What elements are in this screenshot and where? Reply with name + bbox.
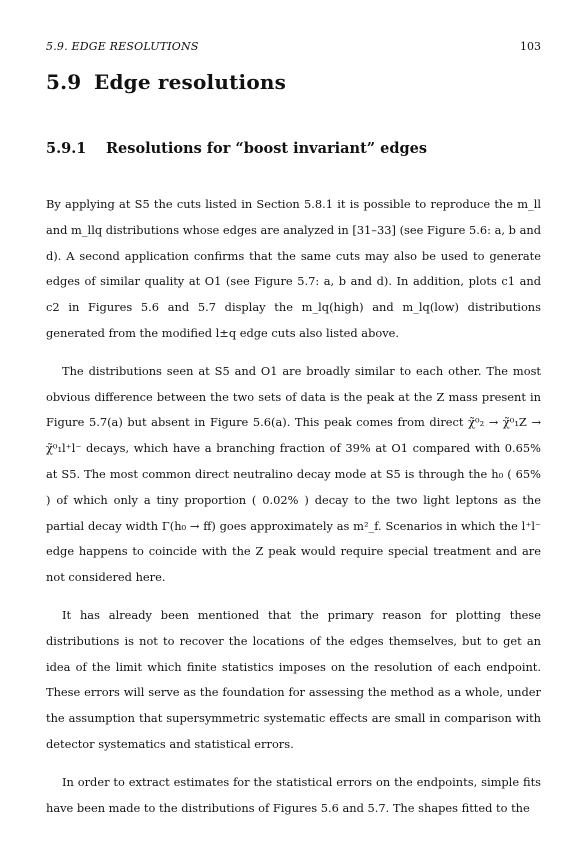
section-number: 5.9	[46, 70, 82, 94]
running-head-section: 5.9. EDGE RESOLUTIONS	[46, 40, 199, 53]
paragraph: The distributions seen at S5 and O1 are broadly similar to each other. The most obvious difference between the two sets of data is the peak at the Z mass present in Figure 5.7(a) but absent in Figure 5.6(a). This peak comes from direct χ̃⁰₂ → χ̃⁰₁Z → χ̃⁰₁l⁺l⁻ decays, which have a branching fraction of 39% at O1 compared with 0.65% at S5. The most common direct neutralino decay mode at S5 is through the h₀ ( 65% ) of which only a tiny proportion ( 0.02% ) decay to the two light leptons as the partial decay width Γ(h₀ → ff) goes approximately as m²_f. Scenarios in which the l⁺l⁻ edge happens to coincide with the Z peak would require special treatment and are not considered here.	[46, 363, 541, 585]
section-title: Edge resolutions	[94, 70, 287, 94]
subsection-title: Resolutions for “boost invariant” edges	[106, 140, 428, 157]
body-text	[46, 192, 541, 833]
section-heading	[46, 70, 286, 94]
paragraph: By applying at S5 the cuts listed in Section 5.8.1 it is possible to reproduce the m_ll and m_llq distributions whose edges are analyzed in [31–33] (see Figure 5.6: a, b and d). A second application confirms that the same cuts may also be used to generate edges of similar quality at O1 (see Figure 5.7: a, b and d). In addition, plots c1 and c2 in Figures 5.6 and 5.7 display the m_lq(high) and m_lq(low) distributions generated from the modified l±q edge cuts also listed above.	[46, 197, 541, 340]
subsection-number: 5.9.1	[46, 140, 87, 157]
subsection-heading	[46, 140, 427, 157]
paragraph: It has already been mentioned that the primary reason for plotting these distributions is not to recover the locations of the edges themselves, but to get an idea of the limit which finite statistics imposes on the resolution of each endpoint. These errors will serve as the foundation for assessing the method as a whole, under the assumption that supersymmetric systematic effects are small in comparison with detector systematics and statistical errors.	[46, 607, 541, 751]
page-number: 103	[520, 40, 541, 53]
running-head	[46, 40, 541, 56]
paragraph: In order to extract estimates for the statistical errors on the endpoints, simple fits have been made to the distributions of Figures 5.6 and 5.7. The shapes fitted to the	[46, 774, 541, 815]
